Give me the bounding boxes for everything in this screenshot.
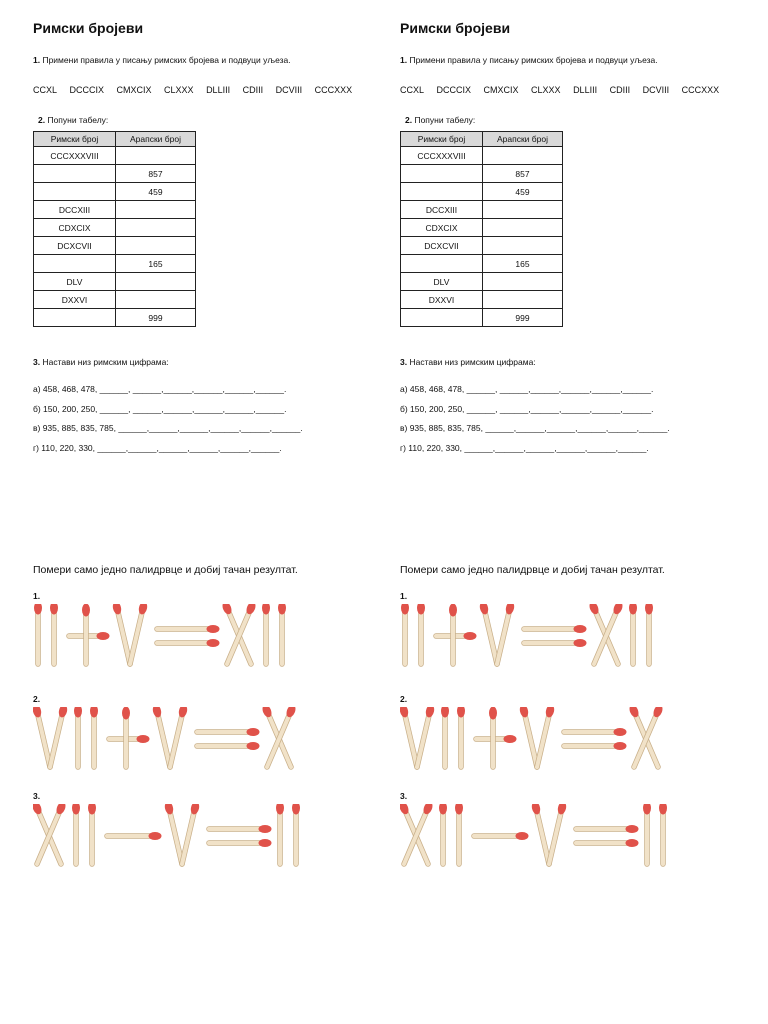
column-header-arabic: Арапски број <box>483 132 563 147</box>
match-head <box>34 604 42 615</box>
table-cell[interactable]: DCCXIII <box>34 201 116 219</box>
table-cell[interactable] <box>483 273 563 291</box>
numeral: CCXL <box>400 85 425 95</box>
task-3-text: Настави низ римским цифрама: <box>409 357 536 367</box>
match-head <box>259 825 272 833</box>
task-3-instruction <box>33 357 169 367</box>
matchstick[interactable] <box>209 825 272 833</box>
table-cell[interactable]: DLV <box>34 273 116 291</box>
task-3-text: Настави низ римским цифрама: <box>42 357 169 367</box>
match-head <box>614 728 627 736</box>
table-row <box>34 201 196 219</box>
matchstick-equation <box>33 707 353 771</box>
table-row <box>34 255 196 273</box>
sequence-line: б) 150, 200, 250, ______, ______,______,______,______,______. <box>400 404 654 414</box>
table-row <box>34 291 196 309</box>
numeral: CMXCIX <box>483 85 519 95</box>
matchstick[interactable] <box>417 604 425 664</box>
matchstick[interactable] <box>564 728 627 736</box>
match-head <box>247 742 260 750</box>
numeral: CCCXXX <box>314 85 353 95</box>
matchstick[interactable] <box>439 804 447 864</box>
matchstick-equation <box>33 604 353 668</box>
match-head <box>439 804 447 815</box>
numeral: DCVIII <box>642 85 670 95</box>
table-row <box>34 183 196 201</box>
matchstick[interactable] <box>457 707 465 767</box>
matchstick[interactable] <box>476 735 517 743</box>
match-head <box>72 804 80 815</box>
matchstick[interactable] <box>34 604 42 664</box>
table-cell[interactable] <box>116 219 196 237</box>
table-cell[interactable] <box>116 273 196 291</box>
table-cell[interactable] <box>483 237 563 255</box>
match-head <box>207 625 220 633</box>
match-head <box>417 604 425 615</box>
matchstick[interactable] <box>170 707 188 767</box>
matchstick[interactable] <box>524 639 587 647</box>
match-head <box>247 728 260 736</box>
match-head <box>122 707 130 720</box>
matchstick[interactable] <box>88 804 96 864</box>
table-cell[interactable] <box>483 219 563 237</box>
table-header-row <box>401 132 563 147</box>
match-head <box>574 625 587 633</box>
match-head <box>626 825 639 833</box>
table-row <box>401 255 563 273</box>
match-head <box>516 832 529 840</box>
table-row <box>34 147 196 165</box>
table-row <box>401 147 563 165</box>
table-cell[interactable]: CCCXXXVIII <box>34 147 116 165</box>
matchstick[interactable] <box>292 804 300 864</box>
matchstick-equation <box>400 804 720 868</box>
table-cell[interactable]: 459 <box>116 183 196 201</box>
matchstick[interactable] <box>276 804 284 864</box>
puzzle-label: 1. <box>400 591 408 601</box>
match-head <box>449 604 457 617</box>
task-3-number: 3. <box>400 357 408 367</box>
task-2-number: 2. <box>38 115 46 125</box>
table-cell[interactable] <box>34 165 116 183</box>
matchstick[interactable] <box>659 804 667 864</box>
task-3-instruction <box>400 357 536 367</box>
table-row <box>34 219 196 237</box>
task-2-text: Попуни табелу: <box>47 115 109 125</box>
matchstick[interactable] <box>531 804 549 864</box>
table-row <box>401 219 563 237</box>
table-cell[interactable]: 857 <box>116 165 196 183</box>
numeral: DCCCIX <box>69 85 105 95</box>
match-head <box>455 804 463 815</box>
match-head <box>97 632 110 640</box>
match-head <box>149 832 162 840</box>
table-cell[interactable] <box>34 183 116 201</box>
numeral-list <box>400 85 732 95</box>
worksheet-title: Римски бројеви <box>33 20 144 36</box>
matchstick[interactable] <box>164 804 182 864</box>
matchstick[interactable] <box>401 604 409 664</box>
match-head <box>489 707 497 720</box>
matchstick[interactable] <box>182 804 200 864</box>
task-2-number: 2. <box>405 115 413 125</box>
numeral: CDIII <box>609 85 631 95</box>
table-row <box>401 291 563 309</box>
table-row <box>34 309 196 327</box>
table-cell[interactable] <box>483 201 563 219</box>
table-row <box>401 273 563 291</box>
match-head <box>645 604 653 615</box>
table-cell[interactable]: 165 <box>483 255 563 273</box>
puzzle-label: 3. <box>400 791 408 801</box>
matchstick[interactable] <box>130 604 148 664</box>
numeral: DLLIII <box>206 85 231 95</box>
matchstick-equation <box>400 707 720 771</box>
matchstick-equation <box>400 604 720 668</box>
matchstick[interactable] <box>109 735 150 743</box>
task-1-text: Примени правила у писању римских бројева и подвуци уљеза. <box>409 55 658 65</box>
match-head <box>90 707 98 718</box>
matchstick[interactable] <box>417 707 435 767</box>
matchstick[interactable] <box>497 604 515 664</box>
match-head <box>401 604 409 615</box>
matchstick[interactable] <box>519 707 537 767</box>
task-2-instruction <box>400 115 475 125</box>
table-cell[interactable] <box>116 201 196 219</box>
matchstick[interactable] <box>576 825 639 833</box>
table-cell[interactable]: 999 <box>483 309 563 327</box>
match-head <box>82 604 90 617</box>
matchstick[interactable] <box>441 707 449 767</box>
table-cell[interactable]: CCCXXXVIII <box>401 147 483 165</box>
numeral: DCVIII <box>275 85 303 95</box>
puzzle-label: 2. <box>400 694 408 704</box>
task-1-text: Примени правила у писању римских бројева и подвуци уљеза. <box>42 55 291 65</box>
match-head <box>614 742 627 750</box>
numeral-list <box>33 85 365 95</box>
matchstick[interactable] <box>278 604 286 664</box>
matchstick[interactable] <box>455 804 463 864</box>
numeral: CLXXX <box>531 85 561 95</box>
match-head <box>626 839 639 847</box>
match-head <box>643 804 651 815</box>
table-cell[interactable] <box>116 147 196 165</box>
matchstick[interactable] <box>537 707 555 767</box>
sequence-line: г) 110, 220, 330, ______,______,______,______,______,______. <box>33 443 282 453</box>
matchstick[interactable] <box>576 839 639 847</box>
match-head <box>278 604 286 615</box>
match-head <box>207 639 220 647</box>
matchstick[interactable] <box>474 832 529 840</box>
conversion-table <box>400 131 563 327</box>
table-row <box>401 183 563 201</box>
task-3-number: 3. <box>33 357 41 367</box>
table-cell[interactable]: CDXCIX <box>401 219 483 237</box>
table-cell[interactable]: DCXCVII <box>34 237 116 255</box>
matchstick[interactable] <box>50 707 68 767</box>
match-head <box>629 604 637 615</box>
table-cell[interactable]: DXXVI <box>401 291 483 309</box>
numeral: CCXL <box>33 85 58 95</box>
matchstick[interactable] <box>197 742 260 750</box>
table-cell[interactable] <box>401 183 483 201</box>
matchstick[interactable] <box>74 707 82 767</box>
table-cell[interactable]: DCXCVII <box>401 237 483 255</box>
matchstick[interactable] <box>152 707 170 767</box>
table-header-row <box>34 132 196 147</box>
table-cell[interactable]: 459 <box>483 183 563 201</box>
match-head <box>276 804 284 815</box>
match-head <box>504 735 517 743</box>
table-cell[interactable] <box>401 165 483 183</box>
table-cell[interactable] <box>483 147 563 165</box>
table-cell[interactable] <box>34 255 116 273</box>
matchstick[interactable] <box>209 839 272 847</box>
numeral: CLXXX <box>164 85 194 95</box>
match-head <box>50 604 58 615</box>
numeral: DLLIII <box>573 85 598 95</box>
column-header-arabic: Арапски број <box>116 132 196 147</box>
matchstick-task-title: Помери само једно палидрвце и добиј тачан резултат. <box>400 564 665 576</box>
sequence-line: в) 935, 885, 835, 785, ______,______,______,______,______,______. <box>33 423 303 433</box>
table-row <box>401 237 563 255</box>
sequence-line: а) 458, 468, 478, ______, ______,______,______,______,______. <box>33 384 287 394</box>
match-head <box>88 804 96 815</box>
matchstick[interactable] <box>629 604 637 664</box>
match-head <box>137 735 150 743</box>
match-head <box>457 707 465 718</box>
table-cell[interactable]: 165 <box>116 255 196 273</box>
task-2-instruction <box>33 115 108 125</box>
table-cell[interactable]: 857 <box>483 165 563 183</box>
match-head <box>441 707 449 718</box>
matchstick[interactable] <box>50 604 58 664</box>
table-row <box>401 201 563 219</box>
worksheet-right <box>400 0 760 1024</box>
matchstick[interactable] <box>69 632 110 640</box>
sequence-line: а) 458, 468, 478, ______, ______,______,______,______,______. <box>400 384 654 394</box>
table-row <box>34 237 196 255</box>
match-head <box>74 707 82 718</box>
column-header-roman: Римски број <box>401 132 483 147</box>
puzzle-label: 3. <box>33 791 41 801</box>
match-head <box>262 604 270 615</box>
matchstick[interactable] <box>262 604 270 664</box>
table-cell[interactable]: DCCXIII <box>401 201 483 219</box>
worksheet-title: Римски бројеви <box>400 20 511 36</box>
matchstick-equation <box>33 804 353 868</box>
matchstick[interactable] <box>157 639 220 647</box>
table-cell[interactable] <box>34 309 116 327</box>
table-row <box>401 165 563 183</box>
table-cell[interactable]: CDXCIX <box>34 219 116 237</box>
sequence-line: в) 935, 885, 835, 785, ______,______,______,______,______,______. <box>400 423 670 433</box>
matchstick-task-title: Помери само једно палидрвце и добиј тачан резултат. <box>33 564 298 576</box>
table-cell[interactable] <box>483 291 563 309</box>
match-head <box>259 839 272 847</box>
task-1-instruction <box>400 55 658 65</box>
match-head <box>464 632 477 640</box>
table-cell[interactable] <box>116 291 196 309</box>
sequence-line: г) 110, 220, 330, ______,______,______,______,______,______. <box>400 443 649 453</box>
matchstick[interactable] <box>107 832 162 840</box>
matchstick[interactable] <box>479 604 497 664</box>
match-head <box>659 804 667 815</box>
matchstick[interactable] <box>564 742 627 750</box>
table-cell[interactable] <box>401 309 483 327</box>
matchstick[interactable] <box>645 604 653 664</box>
matchstick[interactable] <box>436 632 477 640</box>
table-row <box>34 165 196 183</box>
task-1-number: 1. <box>33 55 41 65</box>
matchstick[interactable] <box>157 625 220 633</box>
task-1-instruction <box>33 55 291 65</box>
numeral: CDIII <box>242 85 264 95</box>
table-cell[interactable]: DLV <box>401 273 483 291</box>
matchstick[interactable] <box>400 707 417 767</box>
matchstick[interactable] <box>524 625 587 633</box>
worksheet-left <box>33 0 393 1024</box>
matchstick[interactable] <box>33 707 50 767</box>
conversion-table <box>33 131 196 327</box>
matchstick[interactable] <box>112 604 130 664</box>
numeral: CMXCIX <box>116 85 152 95</box>
matchstick[interactable] <box>72 804 80 864</box>
puzzle-label: 1. <box>33 591 41 601</box>
table-row <box>401 309 563 327</box>
matchstick[interactable] <box>643 804 651 864</box>
task-2-text: Попуни табелу: <box>414 115 476 125</box>
numeral: DCCCIX <box>436 85 472 95</box>
table-cell[interactable] <box>401 255 483 273</box>
numeral: CCCXXX <box>681 85 720 95</box>
match-head <box>292 804 300 815</box>
table-cell[interactable]: DXXVI <box>34 291 116 309</box>
match-head <box>574 639 587 647</box>
matchstick[interactable] <box>549 804 567 864</box>
matchstick[interactable] <box>90 707 98 767</box>
puzzle-label: 2. <box>33 694 41 704</box>
task-1-number: 1. <box>400 55 408 65</box>
matchstick[interactable] <box>197 728 260 736</box>
table-row <box>34 273 196 291</box>
column-header-roman: Римски број <box>34 132 116 147</box>
table-cell[interactable] <box>116 237 196 255</box>
sequence-line: б) 150, 200, 250, ______, ______,______,______,______,______. <box>33 404 287 414</box>
table-cell[interactable]: 999 <box>116 309 196 327</box>
